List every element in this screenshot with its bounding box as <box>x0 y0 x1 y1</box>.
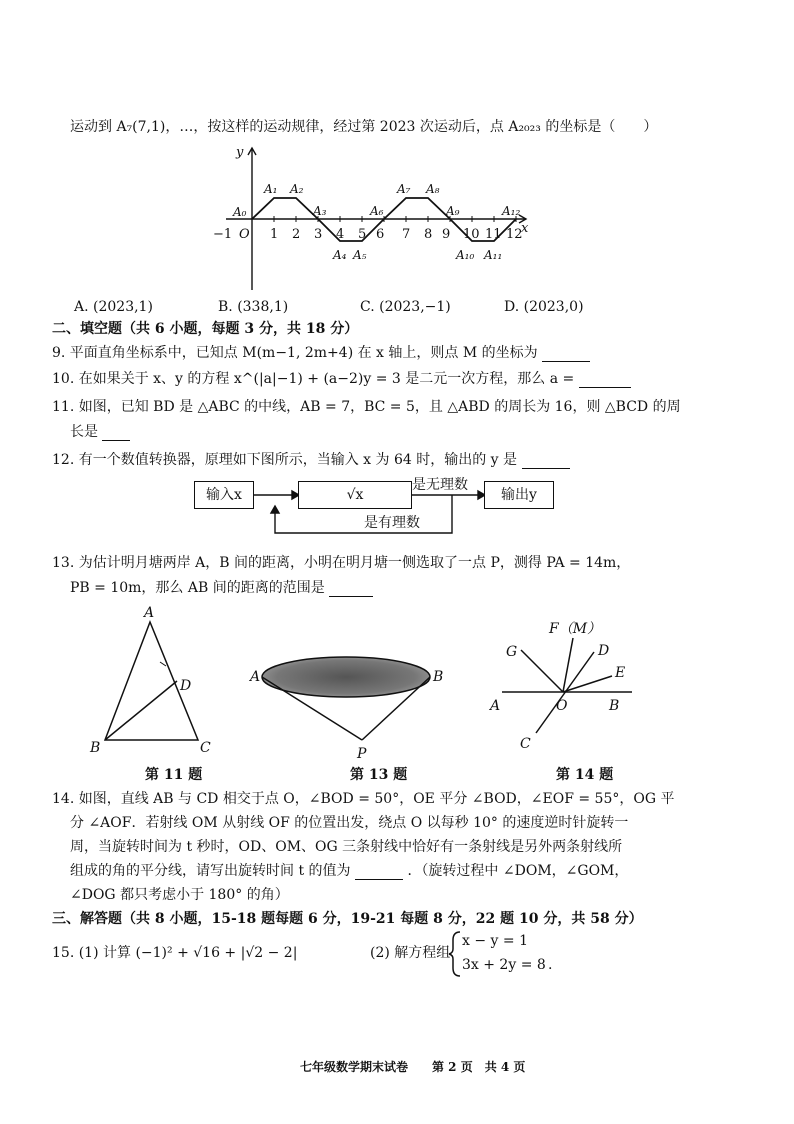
q15-period: . <box>548 957 553 973</box>
fig14-label-E: E <box>615 665 626 681</box>
q13-line1: 13. 为估计明月塘两岸 A，B 间的距离，小明在明月塘一侧选取了一点 P，测得 PA = 14m， <box>52 555 631 571</box>
neg-one-tick: −1 <box>213 227 233 242</box>
q15-eq1: x − y = 1 <box>462 933 528 949</box>
flow-irrational-label: 是无理数 <box>412 477 468 493</box>
section3-heading: 三、解答题（共 8 小题，15-18 题每题 6 分，19-21 每题 8 分，22 题 10 分，共 58 分） <box>52 911 643 927</box>
q8-option-a: A. (2023,1) <box>74 299 153 315</box>
q9-stem: 9. 平面直角坐标系中，已知点 M(m−1, 2m+4) 在 x 轴上，则点 M 的坐标为 <box>52 345 538 361</box>
x-tick-2: 2 <box>292 227 301 242</box>
x-tick-5: 5 <box>358 227 367 242</box>
x-tick-8: 8 <box>424 227 433 242</box>
x-tick-4: 4 <box>336 227 345 242</box>
fig11-label-D: D <box>180 678 192 694</box>
point-A0: A₀ <box>233 205 247 219</box>
fig14-caption: 第 14 题 <box>556 767 614 783</box>
q14-line2: 分 ∠AOF．若射线 OM 从射线 OF 的位置出发，绕点 O 以每秒 10° 的速度逆时针旋转一 <box>70 815 629 831</box>
x-tick-12: 12 <box>506 227 523 242</box>
point-A1: A₁ <box>264 182 278 196</box>
q8-option-d: D. (2023,0) <box>504 299 584 315</box>
point-A8: A₈ <box>426 182 440 196</box>
point-A5: A₅ <box>353 248 367 262</box>
x-axis-label: x <box>521 221 529 236</box>
x-tick-7: 7 <box>402 227 411 242</box>
flow-output-box: 输出y <box>484 481 554 509</box>
q10-stem: 10. 在如果关于 x、y 的方程 x^(|a|−1) + (a−2)y = 3 是二元一次方程，那么 a = <box>52 371 575 387</box>
q14-line1: 14. 如图，直线 AB 与 CD 相交于点 O，∠BOD = 50°，OE 平分 ∠BOD，∠EOF = 55°，OG 平 <box>52 791 675 807</box>
point-A4: A₄ <box>333 248 347 262</box>
x-tick-11: 11 <box>485 227 502 242</box>
point-A6: A₆ <box>370 204 384 218</box>
q14-note: ．（旋转过程中 ∠DOM，∠GOM， <box>407 863 629 879</box>
fig14-label-C: C <box>520 736 531 752</box>
x-tick-10: 10 <box>463 227 480 242</box>
point-A9: A₉ <box>446 204 460 218</box>
q11-stem: 长是 <box>70 424 98 440</box>
point-A12: A₁₂ <box>502 204 521 218</box>
q14-line5: ∠DOG 都只考虑小于 180° 的角） <box>70 887 289 903</box>
fig13-caption: 第 13 题 <box>350 767 408 783</box>
q15-part2-label: (2) 解方程组 <box>370 945 451 961</box>
fig14-label-A: A <box>490 698 501 714</box>
flow-sqrt-box: √x <box>298 481 412 509</box>
fig13-label-B: B <box>433 669 444 685</box>
x-tick-6: 6 <box>376 227 385 242</box>
point-A7: A₇ <box>397 182 411 196</box>
q8-option-b: B. (338,1) <box>218 299 289 315</box>
q8-option-c: C. (2023,−1) <box>360 299 451 315</box>
fig14-label-O: O <box>556 698 568 714</box>
fig13-label-A: A <box>250 669 261 685</box>
q8-text: 运动到 A₇(7,1)，…，按这样的运动规律，经过第 2023 次运动后，点 A₂₀₂₃ 的坐标是（ ） <box>70 119 658 135</box>
point-A11: A₁₁ <box>484 248 503 262</box>
fig11-caption: 第 11 题 <box>145 767 203 783</box>
fig14-label-F: F（M） <box>549 621 602 637</box>
section2-heading: 二、填空题（共 6 小题，每题 3 分，共 18 分） <box>52 321 359 337</box>
fig11-label-C: C <box>200 740 211 756</box>
q11-line1: 11. 如图，已知 BD 是 △ABC 的中线，AB = 7，BC = 5，且 △ABD 的周长为 16，则 △BCD 的周 <box>52 399 681 415</box>
fig14-label-D: D <box>598 643 610 659</box>
q12-stem: 12. 有一个数值转换器，原理如下图所示，当输入 x 为 64 时，输出的 y 是 <box>52 452 518 468</box>
q13-stem: PB = 10m，那么 AB 间的距离的范围是 <box>70 580 325 596</box>
fig11-label-B: B <box>90 740 101 756</box>
y-axis-label: y <box>236 145 244 160</box>
fig11-label-A: A <box>144 605 155 621</box>
q14-line3: 周，当旋转时间为 t 秒时，OD、OM、OG 三条射线中恰好有一条射线是另外两条射线所 <box>70 839 623 855</box>
point-A10: A₁₀ <box>456 248 475 262</box>
x-tick-9: 9 <box>442 227 451 242</box>
q15-part1: 15. (1) 计算 (−1)² + √16 + |√2 − 2| <box>52 945 298 961</box>
x-tick-3: 3 <box>314 227 323 242</box>
flow-input-box: 输入x <box>194 481 254 509</box>
fig13-label-P: P <box>357 746 367 762</box>
fig14-label-G: G <box>506 644 518 660</box>
point-A2: A₂ <box>290 182 304 196</box>
q14-stem: 组成的角的平分线，请写出旋转时间 t 的值为 <box>70 863 351 879</box>
page-footer: 七年级数学期末试卷 第 2 页 共 4 页 <box>300 1060 526 1074</box>
origin-label: O <box>239 227 250 242</box>
point-A3: A₃ <box>313 204 327 218</box>
x-tick-1: 1 <box>270 227 279 242</box>
fig14-label-B: B <box>609 698 620 714</box>
flow-rational-label: 是有理数 <box>364 515 420 531</box>
q15-eq2: 3x + 2y = 8 <box>462 957 546 973</box>
